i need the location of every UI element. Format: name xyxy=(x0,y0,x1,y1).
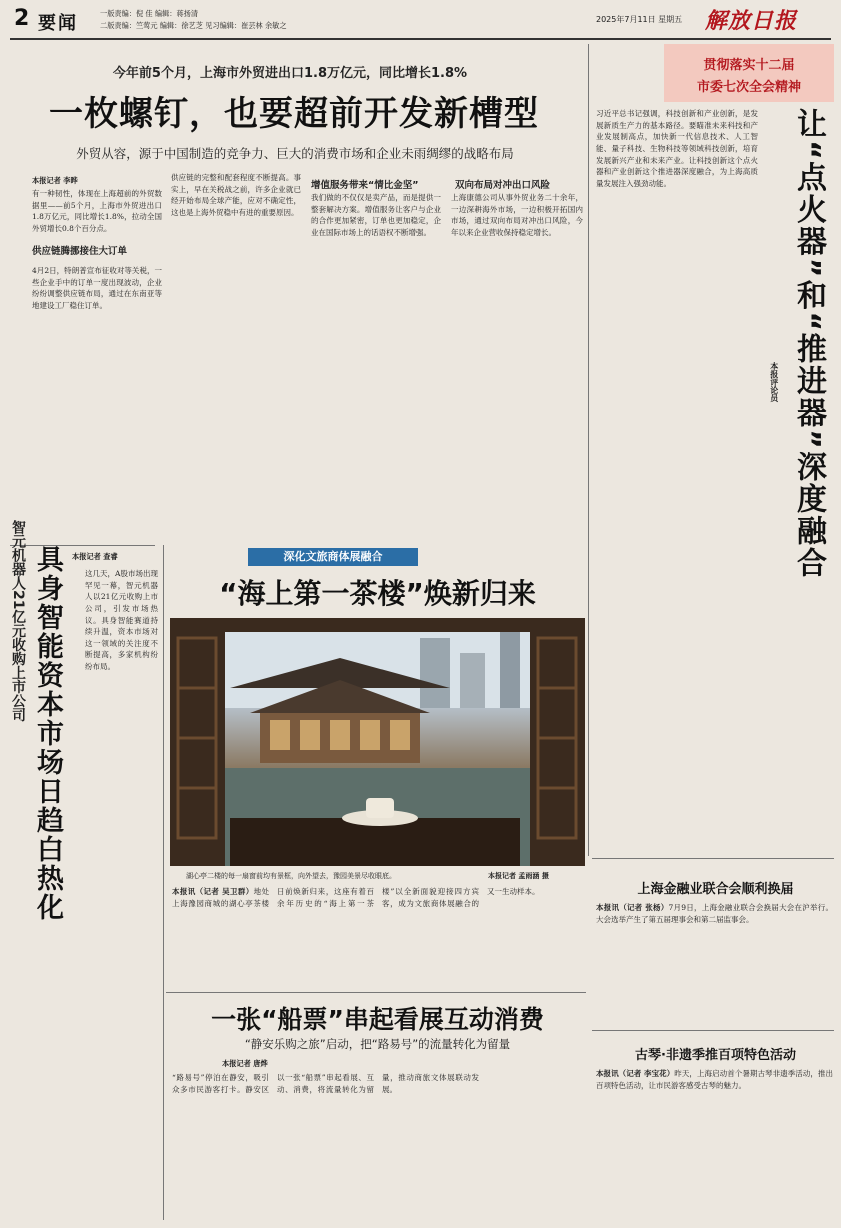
editors-line-2: 二版责编：竺莺元 编辑：徐艺芝 见习编辑：崔芸林 余敏之 xyxy=(100,21,287,30)
masthead-logo: 解放日报 xyxy=(705,8,798,34)
section-name: 要闻 xyxy=(38,13,78,34)
feature-headline: “海上第一茶楼”焕新归来 xyxy=(219,577,536,610)
feature-photo-credit: 本报记者 孟雨涵 摄 xyxy=(488,872,549,880)
lead-paragraph-2: 供应链的完整和配套程度不断提高。事实上，早在关税战之前，许多企业就已经开始布局全球产能，应对不确定性，这也是上海外贸稳中有进的重要原因。 xyxy=(171,173,301,217)
boat-headline: 一张“船票”串起看展互动消费 xyxy=(211,1005,544,1034)
side-story-byline: 本报记者 查睿 xyxy=(72,552,118,561)
side-story-title: 具身智能资本市场日趋白热化 xyxy=(32,545,63,922)
page-header xyxy=(0,0,841,42)
side-story-text: 这几天，A股市场出现罕见一幕，智元机器人以21亿元收购上市公司，引发市场热议。具身智能赛道持续升温，资本市场对这一领域的关注度不断提高，多家机构纷纷布局。 xyxy=(85,569,158,671)
lead-subhead-2: 增值服务带来“情比金坚” xyxy=(311,180,419,191)
finance-body: 7月9日，上海金融业联合会换届大会在沪举行。大会选举产生了第五届理事会和第二届监事会。 xyxy=(596,903,833,924)
lead-subhead-1: 供应链腾挪接住大订单 xyxy=(32,245,128,257)
guqin-body: 昨天，上海启动首个暑期古琴非遗季活动，推出百项特色活动，让市民游客感受古琴的魅力。 xyxy=(596,1069,833,1090)
boat-subheadline: “静安乐购之旅”启动，把“路易号”的流量转化为留量 xyxy=(244,1037,511,1051)
editors-line-1: 一版责编：倪 佳 编辑：蒋扬清 xyxy=(100,9,199,18)
commentary-divider xyxy=(588,44,589,856)
commentary-byline: 本报评论员 xyxy=(769,362,779,402)
lead-kicker: 今年前5个月，上海市外贸进出口1.8万亿元，同比增长1.8% xyxy=(112,66,468,81)
lead-paragraph-1: 有一种韧性，体现在上海超前的外贸数据里——前5个月，上海市外贸进出口1.8万亿元，同比增长1.8%，拉动全国外贸增长0.8个百分点。 xyxy=(32,189,162,233)
lead-paragraph-4: 上海康德公司从事外贸业务二十余年，一边深耕海外市场，一边积极开拓国内市场，通过双向布局对冲出口风险，今年以来企业营收保持稳定增长。 xyxy=(451,193,583,237)
commentary-text: 习近平总书记强调，科技创新和产业创新，是发展新质生产力的基本路径。要瞄准未来科技和产业发展制高点，加快新一代信息技术、人工智能、量子科技、生物科技等领域科技创新，培育发展新兴产业和未来产业。让科技创新这个点火器和产业创新这个推进器深度融合，为上海高质量发展注入强劲动能。 xyxy=(596,109,758,188)
guqin-title: 古琴·非遗季推百项特色活动 xyxy=(635,1048,796,1063)
commentary-title: 让“点火器”和“推进器”深度融合 xyxy=(791,108,826,579)
header-rule xyxy=(10,38,831,40)
teahouse-photo-illustration xyxy=(170,618,585,866)
lead-subheadline: 外贸从容，源于中国制造的竞争力、巨大的消费市场和企业未雨绸缪的战略布局 xyxy=(76,146,514,161)
guqin-top-rule xyxy=(592,1030,834,1031)
guqin-text xyxy=(596,1068,833,1222)
feature-bottom-rule xyxy=(166,992,586,993)
finance-byline: 本报讯（记者 张杨） xyxy=(596,903,669,912)
feature-photo-caption: 湖心亭二楼的每一扇窗前均有景框，向外望去，豫园美景尽收眼底。 xyxy=(186,872,396,880)
feature-banner-label: 深化文旅商体展融合 xyxy=(283,550,383,563)
finance-title: 上海金融业联合会顺利换届 xyxy=(637,882,794,897)
lead-column-1 xyxy=(32,188,162,540)
lead-column-2 xyxy=(171,172,301,540)
feature-text xyxy=(172,886,584,988)
lead-paragraph-1b: 4月2日，特朗普宣布征收对等关税，一些企业手中的订单一度出现波动，企业纷纷调整供应链布局，通过在东南亚等地建设工厂稳住订单。 xyxy=(32,266,162,311)
lead-paragraph-3: 我们做的不仅仅是卖产品，而是提供一整套解决方案。增值服务让客户与企业的合作更加紧密，订单也更加稳定，企业在国际市场上的话语权不断增强。 xyxy=(311,193,441,237)
issue-date: 2025年7月11日 星期五 xyxy=(596,15,683,24)
boat-text: “路易号”停泊在静安，吸引众多市民游客打卡。静安区以一张“船票”串起看展、互动、消费，将流量转化为留量，推动商旅文体展联动发展。 xyxy=(172,1073,479,1094)
page-number: 2 xyxy=(14,6,30,31)
commentary-banner-line1: 贯彻落实十二届 xyxy=(703,58,795,73)
lead-byline: 本报记者 李晔 xyxy=(32,176,78,185)
lead-column-4 xyxy=(451,192,583,540)
lead-subhead-3: 双向布局对冲出口风险 xyxy=(455,180,551,191)
commentary-banner-line2: 市委七次全会精神 xyxy=(696,80,801,95)
side-story-kicker: 智元机器人21亿元收购上市公司 xyxy=(10,520,26,722)
side-story-divider xyxy=(163,545,164,1220)
lead-column-3 xyxy=(311,192,441,540)
feature-photo xyxy=(170,618,585,866)
guqin-byline: 本报讯（记者 李宝花） xyxy=(596,1069,675,1078)
feature-banner xyxy=(248,548,418,566)
feature-byline: 本报讯（记者 吴卫群） xyxy=(172,887,254,896)
boat-byline: 本报记者 唐烨 xyxy=(222,1059,268,1068)
feature-body: 地处上海豫园商城的湖心亭茶楼日前焕新归来，这座有着百余年历史的“海上第一茶楼”以全新面貌迎接四方宾客，成为文旅商体展融合的又一生动样本。 xyxy=(172,887,540,908)
commentary-banner xyxy=(664,44,834,102)
finance-text xyxy=(596,902,833,1020)
lead-headline: 一枚螺钉，也要超前开发新槽型 xyxy=(49,94,539,134)
finance-top-rule xyxy=(592,858,834,859)
